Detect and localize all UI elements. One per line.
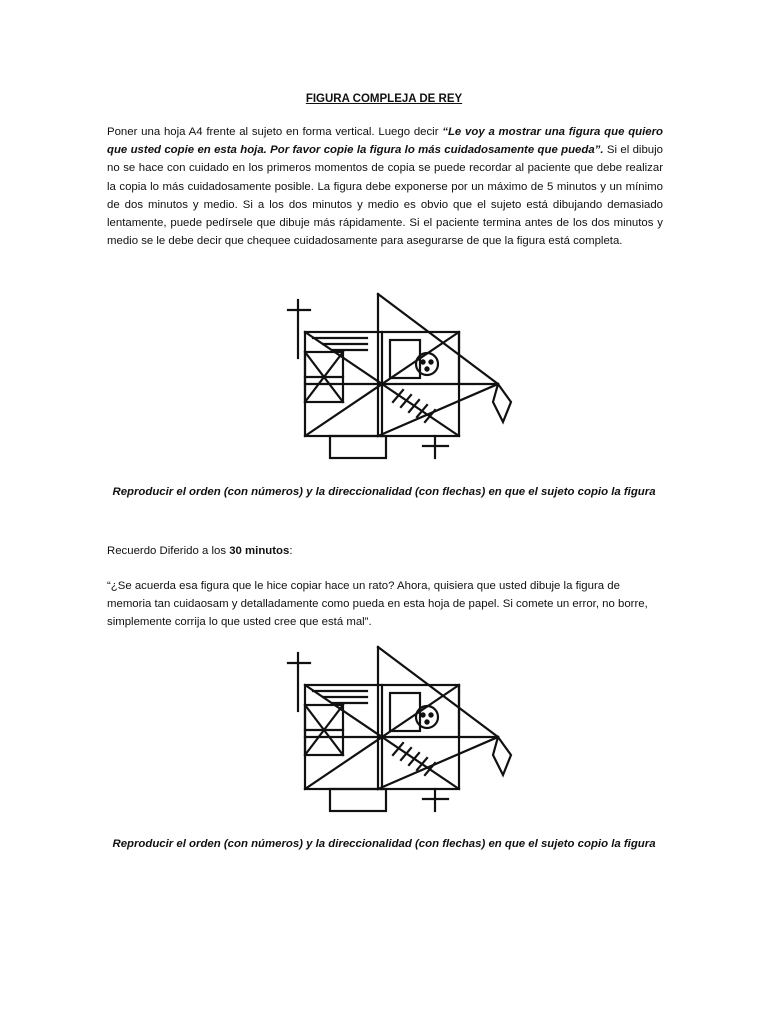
figure-caption-1: Reproducir el orden (con números) y la direccionalidad (con flechas) en que el sujeto copio la figura: [112, 486, 656, 498]
figure-caption-2: Reproducir el orden (con números) y la direccionalidad (con flechas) en que el sujeto copio la figura: [112, 838, 656, 850]
delayed-recall-colon: :: [289, 545, 293, 557]
instructions-text-2: Si el dibujo no se hace con cuidado en los primeros momentos de copia se puede recordar al paciente que debe realizar la copia lo más cuidadosamente posible. La figura debe exponerse por un máximo de 5 minutos y un mínimo de dos minutos y medio. Si a los dos minutos y medio es obvio que el sujeto está dibujando demasiado lentamente, puede pedírsele que dibuje más rápidamente. Si el paciente termina antes de los dos minutos y medio se le debe decir que chequee cuidadosamente para asegurarse de que la figura está completa.: [107, 144, 664, 248]
delayed-recall-time: 30 minutos: [229, 545, 290, 557]
delayed-recall-label: Recuerdo Diferido a los: [107, 545, 230, 557]
rey-complex-figure-recall: [243, 643, 526, 821]
instructions-text-1: Poner una hoja A4 frente al sujeto en forma vertical. Luego decir: [107, 126, 443, 138]
rey-complex-figure-copy: [243, 290, 526, 468]
delayed-recall-instruction: “¿Se acuerda esa figura que le hice copiar hace un rato? Ahora, quisiera que usted dibuje la figura de memoria tan cuidaosam y detalladamente como pueda en esta hoja de papel. Si comete un error, no borre, simplemente corrija lo que usted cree que está mal”.: [107, 580, 648, 629]
page-title: FIGURA COMPLEJA DE REY: [305, 93, 463, 105]
delayed-recall-heading: [107, 545, 293, 557]
instructions-paragraph: [107, 123, 663, 250]
instructions-quote: “Le voy a mostrar una figura que quiero que usted copie en esta hoja. Por favor copie la figura lo más cuidadosamente que pueda”.: [107, 126, 663, 157]
